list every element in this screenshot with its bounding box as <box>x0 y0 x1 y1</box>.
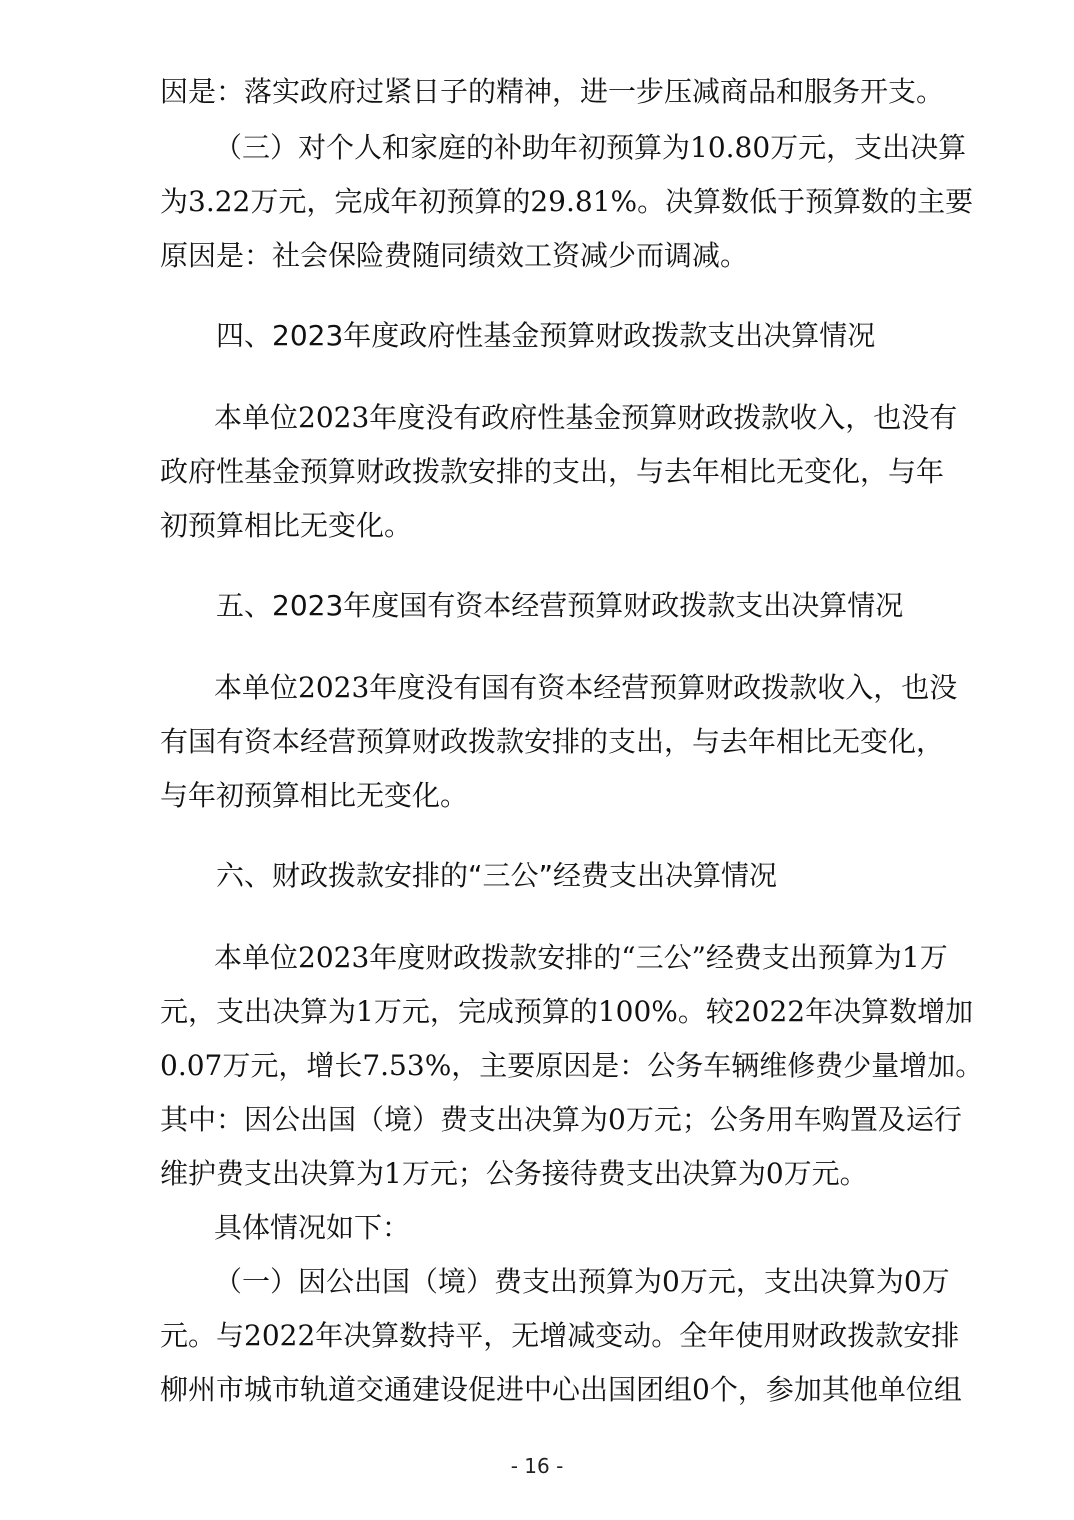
paragraph-line: 本单位2023年度财政拨款安排的“三公”经费支出预算为1万 <box>214 941 948 974</box>
paragraph-line: （三）对个人和家庭的补助年初预算为10.80万元，支出决算 <box>214 131 967 164</box>
paragraph-line: 政府性基金预算财政拨款安排的支出，与去年相比无变化，与年 <box>160 455 945 488</box>
paragraph-line: 具体情况如下： <box>214 1211 411 1244</box>
section-heading-5: 五、2023年度国有资本经营预算财政拨款支出决算情况 <box>216 589 904 622</box>
paragraph-line: 本单位2023年度没有政府性基金预算财政拨款收入，也没有 <box>214 401 958 434</box>
paragraph-line: 元。与2022年决算数持平，无增减变动。全年使用财政拨款安排 <box>160 1319 960 1352</box>
paragraph-line: 本单位2023年度没有国有资本经营预算财政拨款收入，也没 <box>214 671 958 704</box>
paragraph-line: 其中：因公出国（境）费支出决算为0万元；公务用车购置及运行 <box>160 1103 962 1136</box>
paragraph-line: 柳州市城市轨道交通建设促进中心出国团组0个，参加其他单位组 <box>160 1373 962 1406</box>
paragraph-line: 0.07万元，增长7.53%，主要原因是：公务车辆维修费少量增加。 <box>160 1049 984 1082</box>
section-heading-6: 六、财政拨款安排的“三公”经费支出决算情况 <box>216 859 778 892</box>
paragraph-line: 原因是：社会保险费随同绩效工资减少而调减。 <box>160 239 749 272</box>
paragraph-line: 元，支出决算为1万元，完成预算的100%。较2022年决算数增加 <box>160 995 974 1028</box>
paragraph-line: 与年初预算相比无变化。 <box>160 779 469 812</box>
paragraph-line: 维护费支出决算为1万元；公务接待费支出决算为0万元。 <box>160 1157 868 1190</box>
paragraph-line: （一）因公出国（境）费支出预算为0万元，支出决算为0万 <box>214 1265 950 1298</box>
paragraph-line: 因是：落实政府过紧日子的精神，进一步压减商品和服务开支。 <box>160 75 945 108</box>
page-number: - 16 - <box>510 1454 564 1478</box>
paragraph-line: 有国有资本经营预算财政拨款安排的支出，与去年相比无变化， <box>160 725 945 758</box>
section-heading-4: 四、2023年度政府性基金预算财政拨款支出决算情况 <box>216 319 876 352</box>
paragraph-line: 为3.22万元，完成年初预算的29.81%。决算数低于预算数的主要 <box>160 185 974 218</box>
paragraph-line: 初预算相比无变化。 <box>160 509 413 542</box>
